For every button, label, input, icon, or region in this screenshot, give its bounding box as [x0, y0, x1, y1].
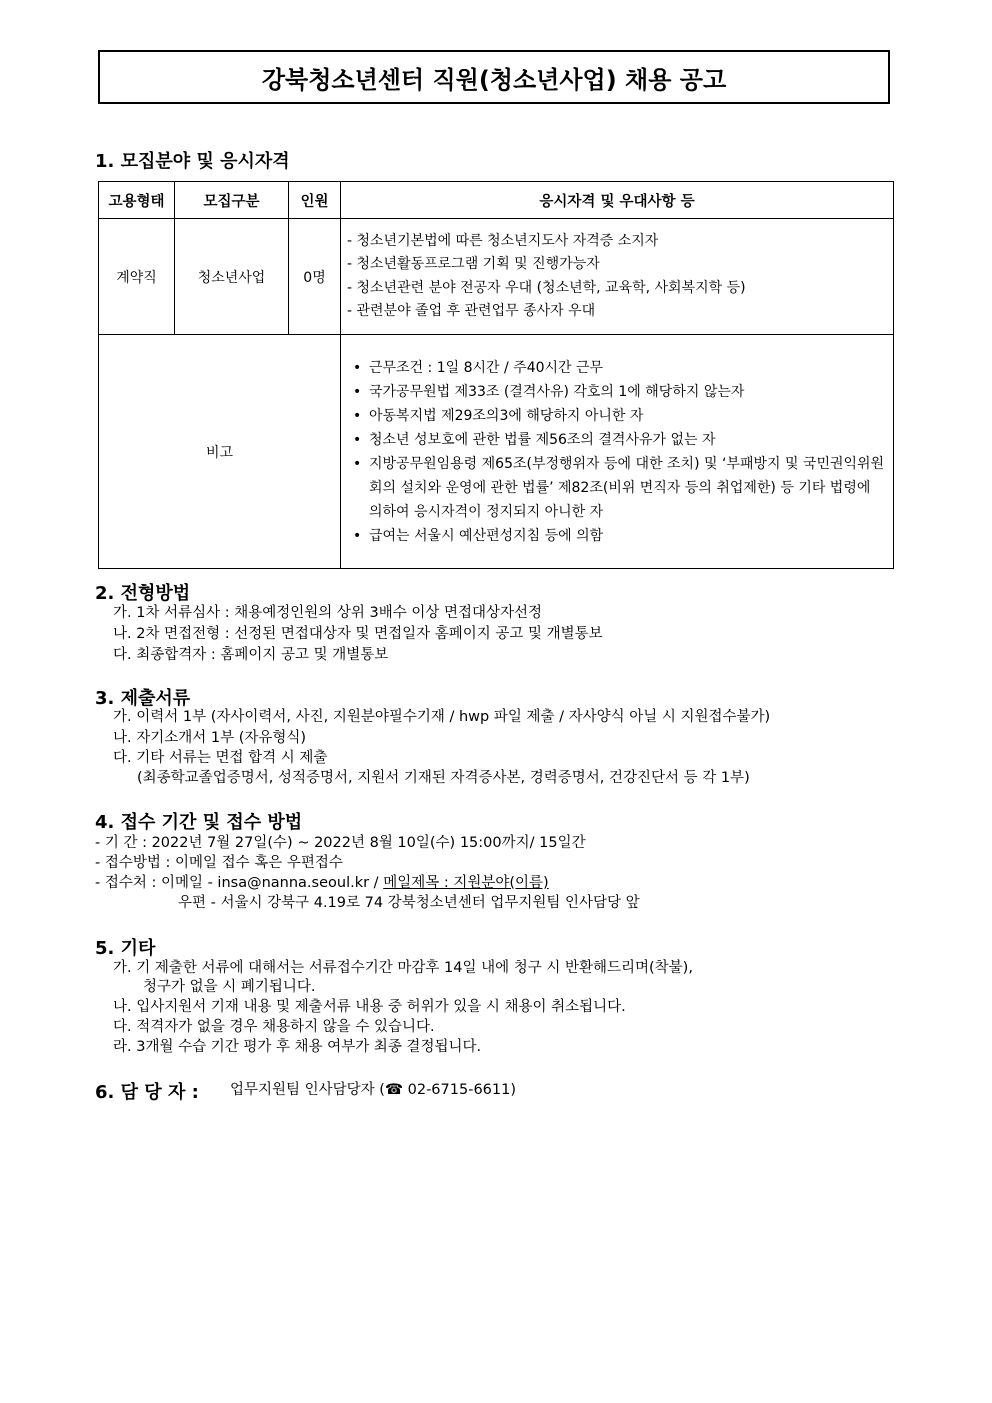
phone-icon: ☎: [384, 1082, 404, 1098]
contact: [230, 1080, 516, 1100]
note-item: • 지방공무원임용령 제65조(부정행위자 등에 대한 조치) 및 ‘부패방지 및 국민권익위원회의 설치와 운영에 관한 법률’ 제82조(비위 면직자 등의 취업제한) 등 기타 법령에 의하여 응시자격이 정지되지 아니한 자: [341, 452, 887, 524]
note-item: • 근무조건 : 1일 8시간 / 주40시간 근무: [341, 356, 887, 380]
sec3-line: 가. 이력서 1부 (자사이력서, 사진, 지원분야필수기재 / hwp 파일 제출 / 자사양식 아닐 시 지원접수불가): [113, 709, 771, 725]
note-item: • 급여는 서울시 예산편성지침 등에 의함: [341, 524, 887, 548]
recruit-table: [98, 181, 894, 569]
sec2-line: 다. 최종합격자 : 홈페이지 공고 및 개별통보: [113, 647, 389, 663]
sec4-period: - 기 간 : 2022년 7월 27일(수) ~ 2022년 8월 10일(수) 15:00까지/ 15일간: [95, 835, 586, 851]
sec2-line: 가. 1차 서류심사 : 채용예정인원의 상위 3배수 이상 면접대상자선정: [113, 605, 542, 621]
recipient-email: - 접수처 : 이메일 - insa@nanna.seoul.kr /: [95, 875, 384, 891]
contact-label: 업무지원팀 인사담당자 (: [230, 1082, 385, 1098]
col-headcount: 인원: [289, 182, 341, 219]
section5-heading: 5. 기타: [95, 938, 156, 959]
section6-heading: 6. 담 당 자 :: [95, 1082, 199, 1103]
note-list: [341, 356, 887, 548]
col-qualifications: 응시자격 및 우대사항 등: [341, 182, 894, 219]
sec4-recipient: [95, 873, 549, 893]
section3-heading: 3. 제출서류: [95, 688, 191, 709]
section1-heading: 1. 모집분야 및 응시자격: [95, 151, 290, 172]
cell-recruit-field: 청소년사업: [175, 219, 289, 335]
cell-headcount: 0명: [289, 219, 341, 335]
cell-qualifications: [341, 219, 894, 335]
qual-item: - 청소년관련 분야 전공자 우대 (청소년학, 교육학, 사회복지학 등): [347, 279, 746, 296]
note-item: • 청소년 성보호에 관한 법률 제56조의 결격사유가 없는 자: [341, 428, 887, 452]
sec5-line: 가. 기 제출한 서류에 대해서는 서류접수기간 마감후 14일 내에 청구 시 반환해드리며(착불),: [113, 960, 693, 976]
sec4-method: - 접수방법 : 이메일 접수 혹은 우편접수: [95, 855, 343, 871]
qual-item: - 청소년활동프로그램 기획 및 진행가능자: [347, 256, 600, 272]
sec2-line: 나. 2차 면접전형 : 선정된 면접대상자 및 면접일자 홈페이지 공고 및 개별통보: [113, 626, 603, 642]
note-item: • 국가공무원법 제33조 (결격사유) 각호의 1에 해당하지 않는자: [341, 380, 887, 404]
note-item: • 아동복지법 제29조의3에 해당하지 아니한 자: [341, 404, 887, 428]
col-recruit-field: 모집구분: [175, 182, 289, 219]
note-cell: [341, 335, 894, 569]
cell-employment-type: 계약직: [99, 219, 175, 335]
page-title: 강북청소년센터 직원(청소년사업) 채용 공고: [98, 50, 890, 104]
sec5-line: 나. 입사지원서 기재 내용 및 제출서류 내용 중 허위가 있을 시 채용이 취소됩니다.: [113, 999, 626, 1015]
sec5-line: 다. 적격자가 없을 경우 채용하지 않을 수 있습니다.: [113, 1019, 435, 1035]
mail-subject: 메일제목 : 지원분야(이름): [383, 875, 549, 891]
sec4-post: 우편 - 서울시 강북구 4.19로 74 강북청소년센터 업무지원팀 인사담당 앞: [178, 895, 640, 911]
sec3-line: 다. 기타 서류는 면접 합격 시 제출: [113, 750, 328, 766]
col-employment-type: 고용형태: [99, 182, 175, 219]
note-label: 비고: [99, 335, 341, 569]
qual-item: - 관련분야 졸업 후 관련업무 종사자 우대: [347, 303, 596, 319]
sec3-line: 나. 자기소개서 1부 (자유형식): [113, 730, 307, 746]
sec5-line: 라. 3개월 수습 기간 평가 후 채용 여부가 최종 결정됩니다.: [113, 1039, 482, 1055]
section4-heading: 4. 접수 기간 및 접수 방법: [95, 812, 303, 833]
contact-phone: 02-6715-6611): [403, 1082, 516, 1098]
section2-heading: 2. 전형방법: [95, 583, 191, 604]
sec3-line: (최종학교졸업증명서, 성적증명서, 지원서 기재된 자격증사본, 경력증명서, 건강진단서 등 각 1부): [137, 770, 750, 786]
qual-item: - 청소년기본법에 따른 청소년지도사 자격증 소지자: [347, 232, 659, 249]
sec5-line: 청구가 없을 시 폐기됩니다.: [143, 979, 316, 995]
